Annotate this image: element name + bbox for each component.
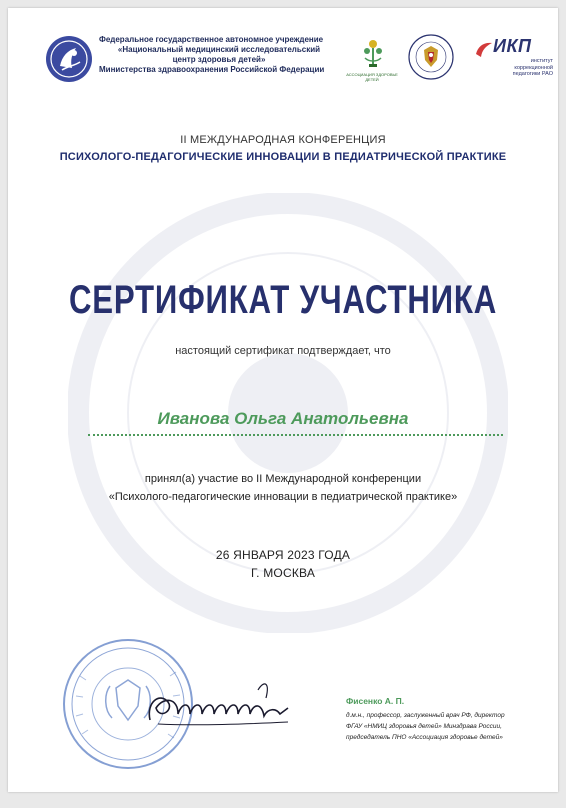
signer-title-2: ФГАУ «НМИЦ здоровья детей» Минздрава России, <box>346 723 502 730</box>
certificate-title: СЕРТИФИКАТ УЧАСТНИКА <box>68 278 498 322</box>
organization-name <box>99 35 339 75</box>
ikp-wordmark: ИКП <box>493 36 532 56</box>
ikp-subtitle: институт коррекционной педагогики РАО <box>512 58 553 77</box>
org-line-2: «Национальный медицинский исследовательский <box>117 45 321 54</box>
org-line-1: Федеральное государственное автономное учреждение <box>99 35 324 44</box>
participation-text-2: «Психолого-педагогические инновации в педиатрической практике» <box>108 491 458 503</box>
signer-title-1: д.м.н., профессор, заслуженный врач РФ, директор <box>346 712 505 719</box>
signer-name: Фисенко А. П. <box>346 696 405 706</box>
conference-number: II МЕЖДУНАРОДНАЯ КОНФЕРЕНЦИЯ <box>180 134 386 146</box>
participant-name: Иванова Ольга Анатольевна <box>157 409 409 428</box>
nmic-logo-icon <box>46 36 92 82</box>
signer-title-3: председатель ПНО «Ассоциация здоровье детей» <box>346 734 503 741</box>
russian-academy-of-education-logo-icon <box>408 34 454 80</box>
name-underline <box>88 434 503 436</box>
conference-title: ПСИХОЛОГО-ПЕДАГОГИЧЕСКИЕ ИННОВАЦИИ В ПЕДИАТРИЧЕСКОЙ ПРАКТИКЕ <box>59 151 507 163</box>
participation-text-1: принял(а) участие во II Международной конференции <box>144 473 422 485</box>
org-line-3: центр здоровья детей» <box>172 55 266 64</box>
handwritten-signature-icon <box>138 668 303 743</box>
certificate-page <box>8 8 558 792</box>
health-association-caption: АССОЦИАЦИЯ ЗДОРОВЬЕ ДЕТЕЙ <box>346 72 398 82</box>
event-date: 26 ЯНВАРЯ 2023 ГОДА <box>215 548 351 562</box>
confirmation-text: настоящий сертификат подтверждает, что <box>175 345 391 357</box>
org-line-4: Министерства здравоохранения Российской Федерации <box>99 65 325 74</box>
signer-block <box>346 696 556 743</box>
event-city: Г. МОСКВА <box>250 566 316 580</box>
